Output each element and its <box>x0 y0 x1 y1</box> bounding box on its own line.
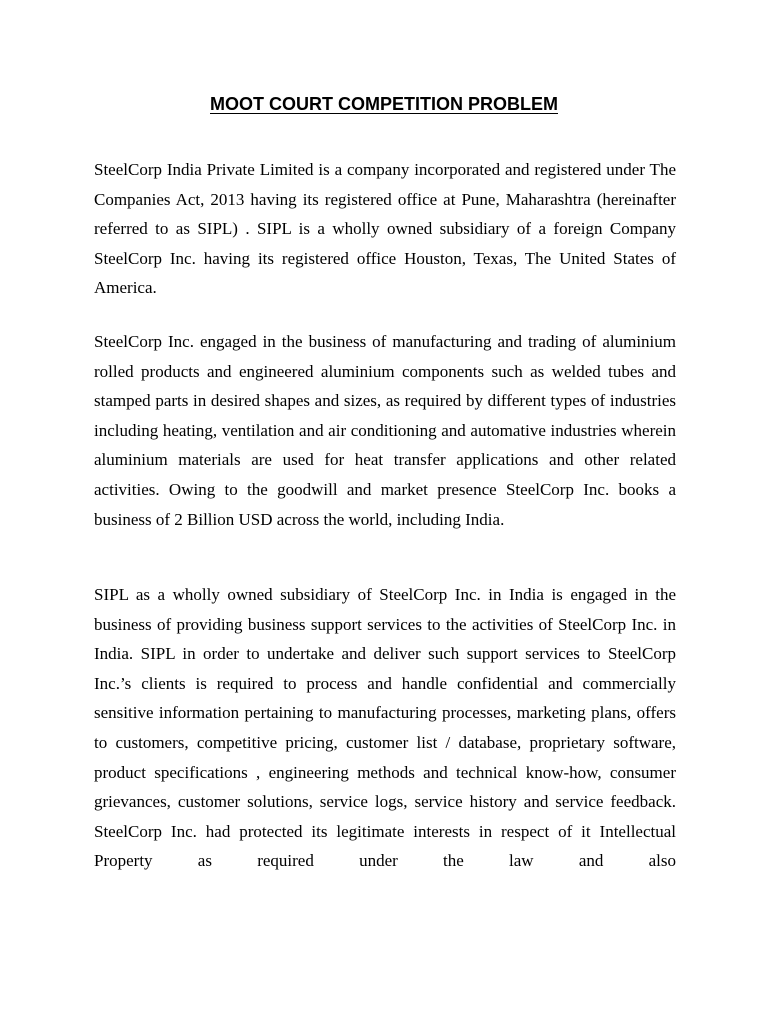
paragraph-text: SteelCorp India Private Limited is a company incorporated and registered under The Companies Act, 2013 having its registered office at Pune, Maharashtra (hereinafter referred to as SIPL) . SIPL is a wholly owned subsidiary of a foreign Company SteelCorp Inc. having its registered office Houston, Texas, The United States of America. <box>94 160 676 298</box>
paragraph-subsidiary-services <box>94 580 676 876</box>
paragraph-text: SteelCorp Inc. engaged in the business of manufacturing and trading of aluminium rolled products and engineered aluminium components such as welded tubes and stamped parts in desired shapes and sizes, as required by different types of industries including heating, ventilation and air conditioning and automative industries wherein aluminium materials are used for heat transfer applications and other related activities. Owing to the goodwill and market presence SteelCorp Inc. books a business of 2 Billion USD across the world, including India. <box>94 332 676 529</box>
document-title-text: MOOT COURT COMPETITION PROBLEM <box>210 94 558 114</box>
document-title <box>0 92 768 116</box>
paragraph-business-description <box>94 327 676 534</box>
paragraph-company-background <box>94 155 676 303</box>
paragraph-text: SIPL as a wholly owned subsidiary of SteelCorp Inc. in India is engaged in the business of providing business support services to the activities of SteelCorp Inc. in India. SIPL in order to undertake and deliver such support services to SteelCorp Inc.’s clients is required to process and handle confidential and commercially sensitive information pertaining to manufacturing processes, marketing plans, offers to customers, competitive pricing, customer list / database, proprietary software, product specifications , engineering methods and technical know-how, consumer grievances, customer solutions, service logs, service history and service feedback. SteelCorp Inc. had protected its legitimate interests in respect of it Intellectual Property as required under the law and also <box>94 585 676 871</box>
